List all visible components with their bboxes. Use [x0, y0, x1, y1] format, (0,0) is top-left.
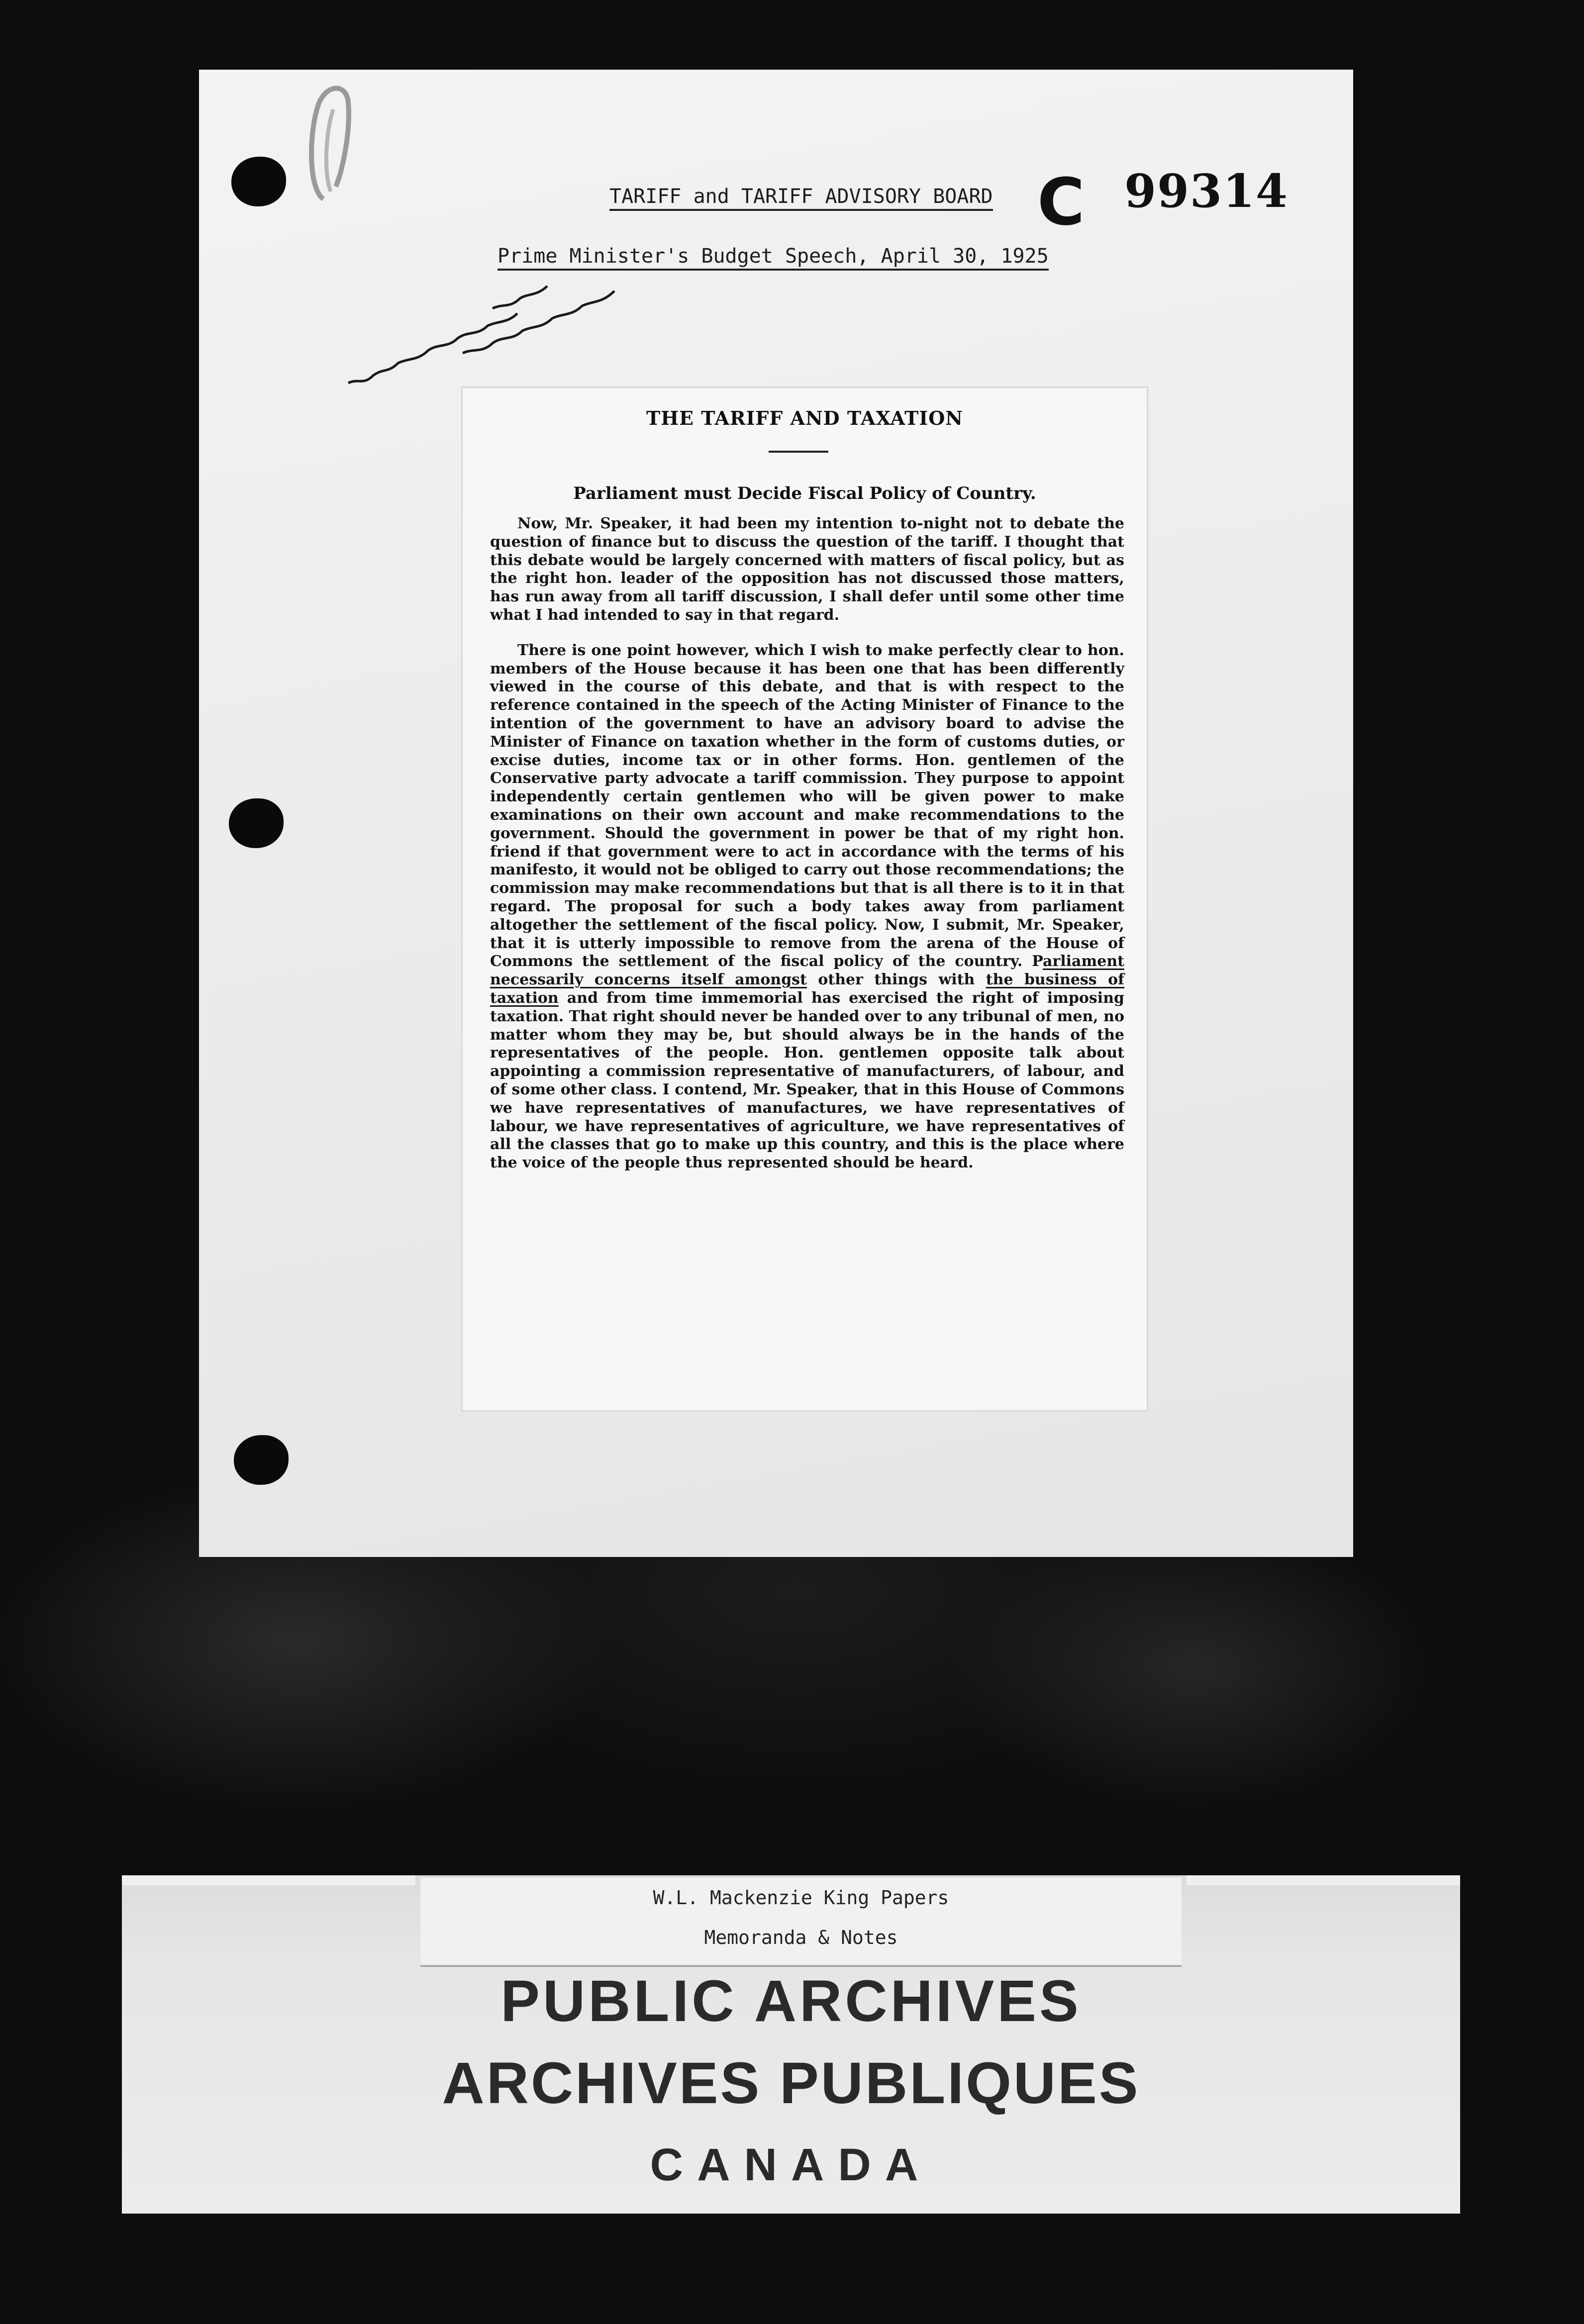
- underlined-text: arliament necessarily concerns itself amongst: [490, 953, 1124, 989]
- country-name: CANADA: [650, 2139, 932, 2190]
- series-name: Memoranda & Notes: [704, 1927, 898, 1948]
- archives-label: [122, 1875, 1460, 2214]
- title-rule: [769, 451, 828, 453]
- clipping-subtitle: Parliament must Decide Fiscal Policy of Country.: [573, 484, 1036, 503]
- paragraph: [490, 642, 1124, 1172]
- collection-name: W.L. Mackenzie King Papers: [653, 1887, 949, 1909]
- handwritten-annotation: [343, 279, 622, 388]
- archives-french: ARCHIVES PUBLIQUES: [442, 2050, 1140, 2116]
- paragraph: Now, Mr. Speaker, it had been my intention to-night not to debate the question of finance but to discuss the question of the tariff. I thought that this debate would be largely concerned with matters of fiscal policy, but as the right hon. leader of the opposition has not discussed those matters, has run away from all tariff discussion, I shall defer until some other time what I had intended to say in that regard.: [490, 515, 1124, 624]
- punch-hole: [231, 157, 286, 206]
- punch-hole: [234, 1435, 289, 1485]
- paragraph-text: other things with: [806, 971, 986, 989]
- paperclip-icon: [303, 75, 358, 204]
- archives-english: PUBLIC ARCHIVES: [500, 1968, 1082, 2034]
- punch-hole: [229, 798, 284, 848]
- underlined-text: the business of taxation: [490, 971, 1125, 1007]
- series-stamp: C: [1037, 164, 1085, 240]
- paragraph-text: and from time immemorial has exercised the right of imposing taxation. That right should never be handed over to any tribunal of men, no matter whom they may be, but should always be in the hands of the representatives of the people. Hon. gentlemen opposite talk about appointing a commission representative of manufacturers, of labour, and of some other class. I contend, Mr. Speaker, that in this House of Commons we have representatives of manufactures, we have representatives of labour, we have representatives of agriculture, we have representatives of all the classes that go to make up this country, and this is the place where the voice of the people thus represented should be heard.: [490, 989, 1124, 1172]
- subject-heading: TARIFF and TARIFF ADVISORY BOARD: [609, 185, 993, 211]
- clipping-body: [490, 515, 1124, 1172]
- document-number: 99314: [1124, 164, 1289, 218]
- paragraph-text: There is one point however, which I wish to make perfectly clear to hon. members of the House because it has been one that has been differently viewed in the course of this debate, and that is with respect to the reference contained in the speech of the Acting Minister of Finance to the intention of the government to have an advisory board to advise the Minister of Finance on taxation whether in the form of customs duties, or excise duties, income tax or in other forms. Hon. gentlemen of the Conservative party advocate a tariff commission. They purpose to appoint independently certain gentlemen who will be given power to make examinations on their own account and make recommendations to the government. Should the government in power be that of my right hon. friend if that government were to act in accordance with the terms of his manifesto, it would not be obliged to carry out those recommendations; the commission may make recommendations but that is all there is to it in that regard. The proposal for such a body takes away from parliament altogether the settlement of the fiscal policy. Now, I submit, Mr. Speaker, that it is utterly impossible to remove from the arena of the House of Commons the settlement of the fiscal policy of the country. P: [490, 641, 1124, 970]
- label-tab: [122, 1875, 415, 1885]
- speech-reference: Prime Minister's Budget Speech, April 30, 1925: [497, 245, 1049, 271]
- newspaper-clipping: [463, 388, 1147, 1410]
- label-tab: [1187, 1875, 1460, 1885]
- clipping-title: THE TARIFF AND TAXATION: [646, 407, 964, 429]
- collection-card: [420, 1878, 1182, 1966]
- document-sheet: [199, 70, 1353, 1557]
